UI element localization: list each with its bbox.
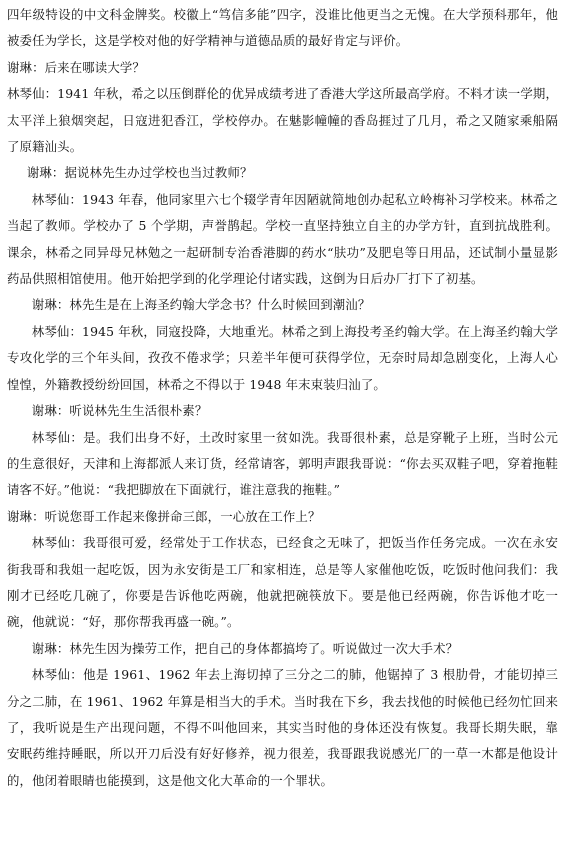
paragraph-intro-continuation: 四年级特设的中文科金牌奖。校徽上“笃信多能”四字，没谁比他更当之无愧。在大学预科那年，他被委任为学长，这是学校对他的好学精神与道德品质的最好肯定与评价。 (7, 7, 558, 49)
document-page (7, 2, 558, 794)
question-simple-life: 谢琳：听说林先生生活很朴素？ (31, 403, 208, 419)
answer-university: 林琴仙：1941 年秋，希之以压倒群伦的优异成绩考进了香港大学这所最高学府。不料才读一学期，太平洋上狼烟突起，日寇进犯香江，学校停办。在魅影幢幢的香岛捱过了几月，希之又随家乘船隔了原籍汕头。 (7, 86, 558, 155)
question-surgery: 谢琳：林先生因为操劳工作，把自己的身体都搞垮了。听说做过一次大手术？ (31, 640, 459, 656)
answer-st-johns: 林琴仙：1945 年秋，同寇投降，大地重光。林希之到上海投考圣约翰大学。在上海圣约翰大学专攻化学的三个年头间，孜孜不倦求学；只差半年便可获得学位，无奈时局却急剧变化，上海人心惶惶，外籍教授纷纷回国，林希之不得以于 1948 年末束装归汕了。 (7, 323, 558, 392)
question-school-teacher: 谢琳：据说林先生办过学校也当过教师？ (26, 165, 253, 181)
answer-hard-work: 林琴仙：我哥很可爱，经常处于工作状态，已经食之无味了，把饭当作任务完成。一次在永安街我哥和我姐一起吃饭，因为永安街是工厂和家相连，总是等人家催他吃饭，吃饭时他问我们：我刚才已经吃几碗了，你要是告诉他吃两碗，他就把碗筷放下。要是他已经两碗，你告诉他才吃一碗，他就说：“好，那你帮我再盛一碗。”。 (7, 535, 558, 630)
answer-surgery: 林琴仙：他是 1961、1962 年去上海切掉了三分之二的肺，他锯掉了 3 根肋骨，才能切掉三分之二肺，在 1961、1962 年算是相当大的手术。当时我在下乡，我去找他的时候他已经勿忙回来了，我听说是生产出现问题，不得不叫他回来，其实当时他的身体还没有恢复。我哥长期失眠，靠安眠药维持睡眠，所以开刀后没有好好修养，视力很差，我哥跟我说感光厂的一草一木都是他设计的，他闭着眼睛也能摸到，这是他文化大革命的一个罪状。 (7, 667, 558, 788)
question-hard-work: 谢琳：听说您哥工作起来像拼命三郎，一心放在工作上？ (7, 508, 321, 524)
question-st-johns: 谢琳：林先生是在上海圣约翰大学念书？什么时候回到潮汕？ (31, 297, 371, 313)
question-university: 谢琳：后来在哪读大学？ (7, 59, 145, 75)
answer-school-teacher: 林琴仙：1943 年春，他同家里六七个辍学青年因陋就简地创办起私立岭梅补习学校来。林希之当起了教师。学校办了 5 个学期，声誉鹊起。学校一直坚持独立自主的办学方针，直到抗战胜利。课余，林希之同异母兄林勉之一起研制专治香港脚的药水“肤功”及肥皂等日用品，还试制小量显影药品供照相馆使用。他开始把学到的化学理论付诸实践，这倒为日后办厂打下了初基。 (7, 191, 558, 287)
answer-simple-life: 林琴仙：是。我们出身不好，土改时家里一贫如洗。我哥很朴素，总是穿靴子上班，当时公元的生意很好，天津和上海都派人来订货，经常请客，郭明声跟我哥说：“你去买双鞋子吧，穿着拖鞋请客不好。”他说：“我把脚放在下面就行，谁注意我的拖鞋。” (7, 429, 558, 498)
